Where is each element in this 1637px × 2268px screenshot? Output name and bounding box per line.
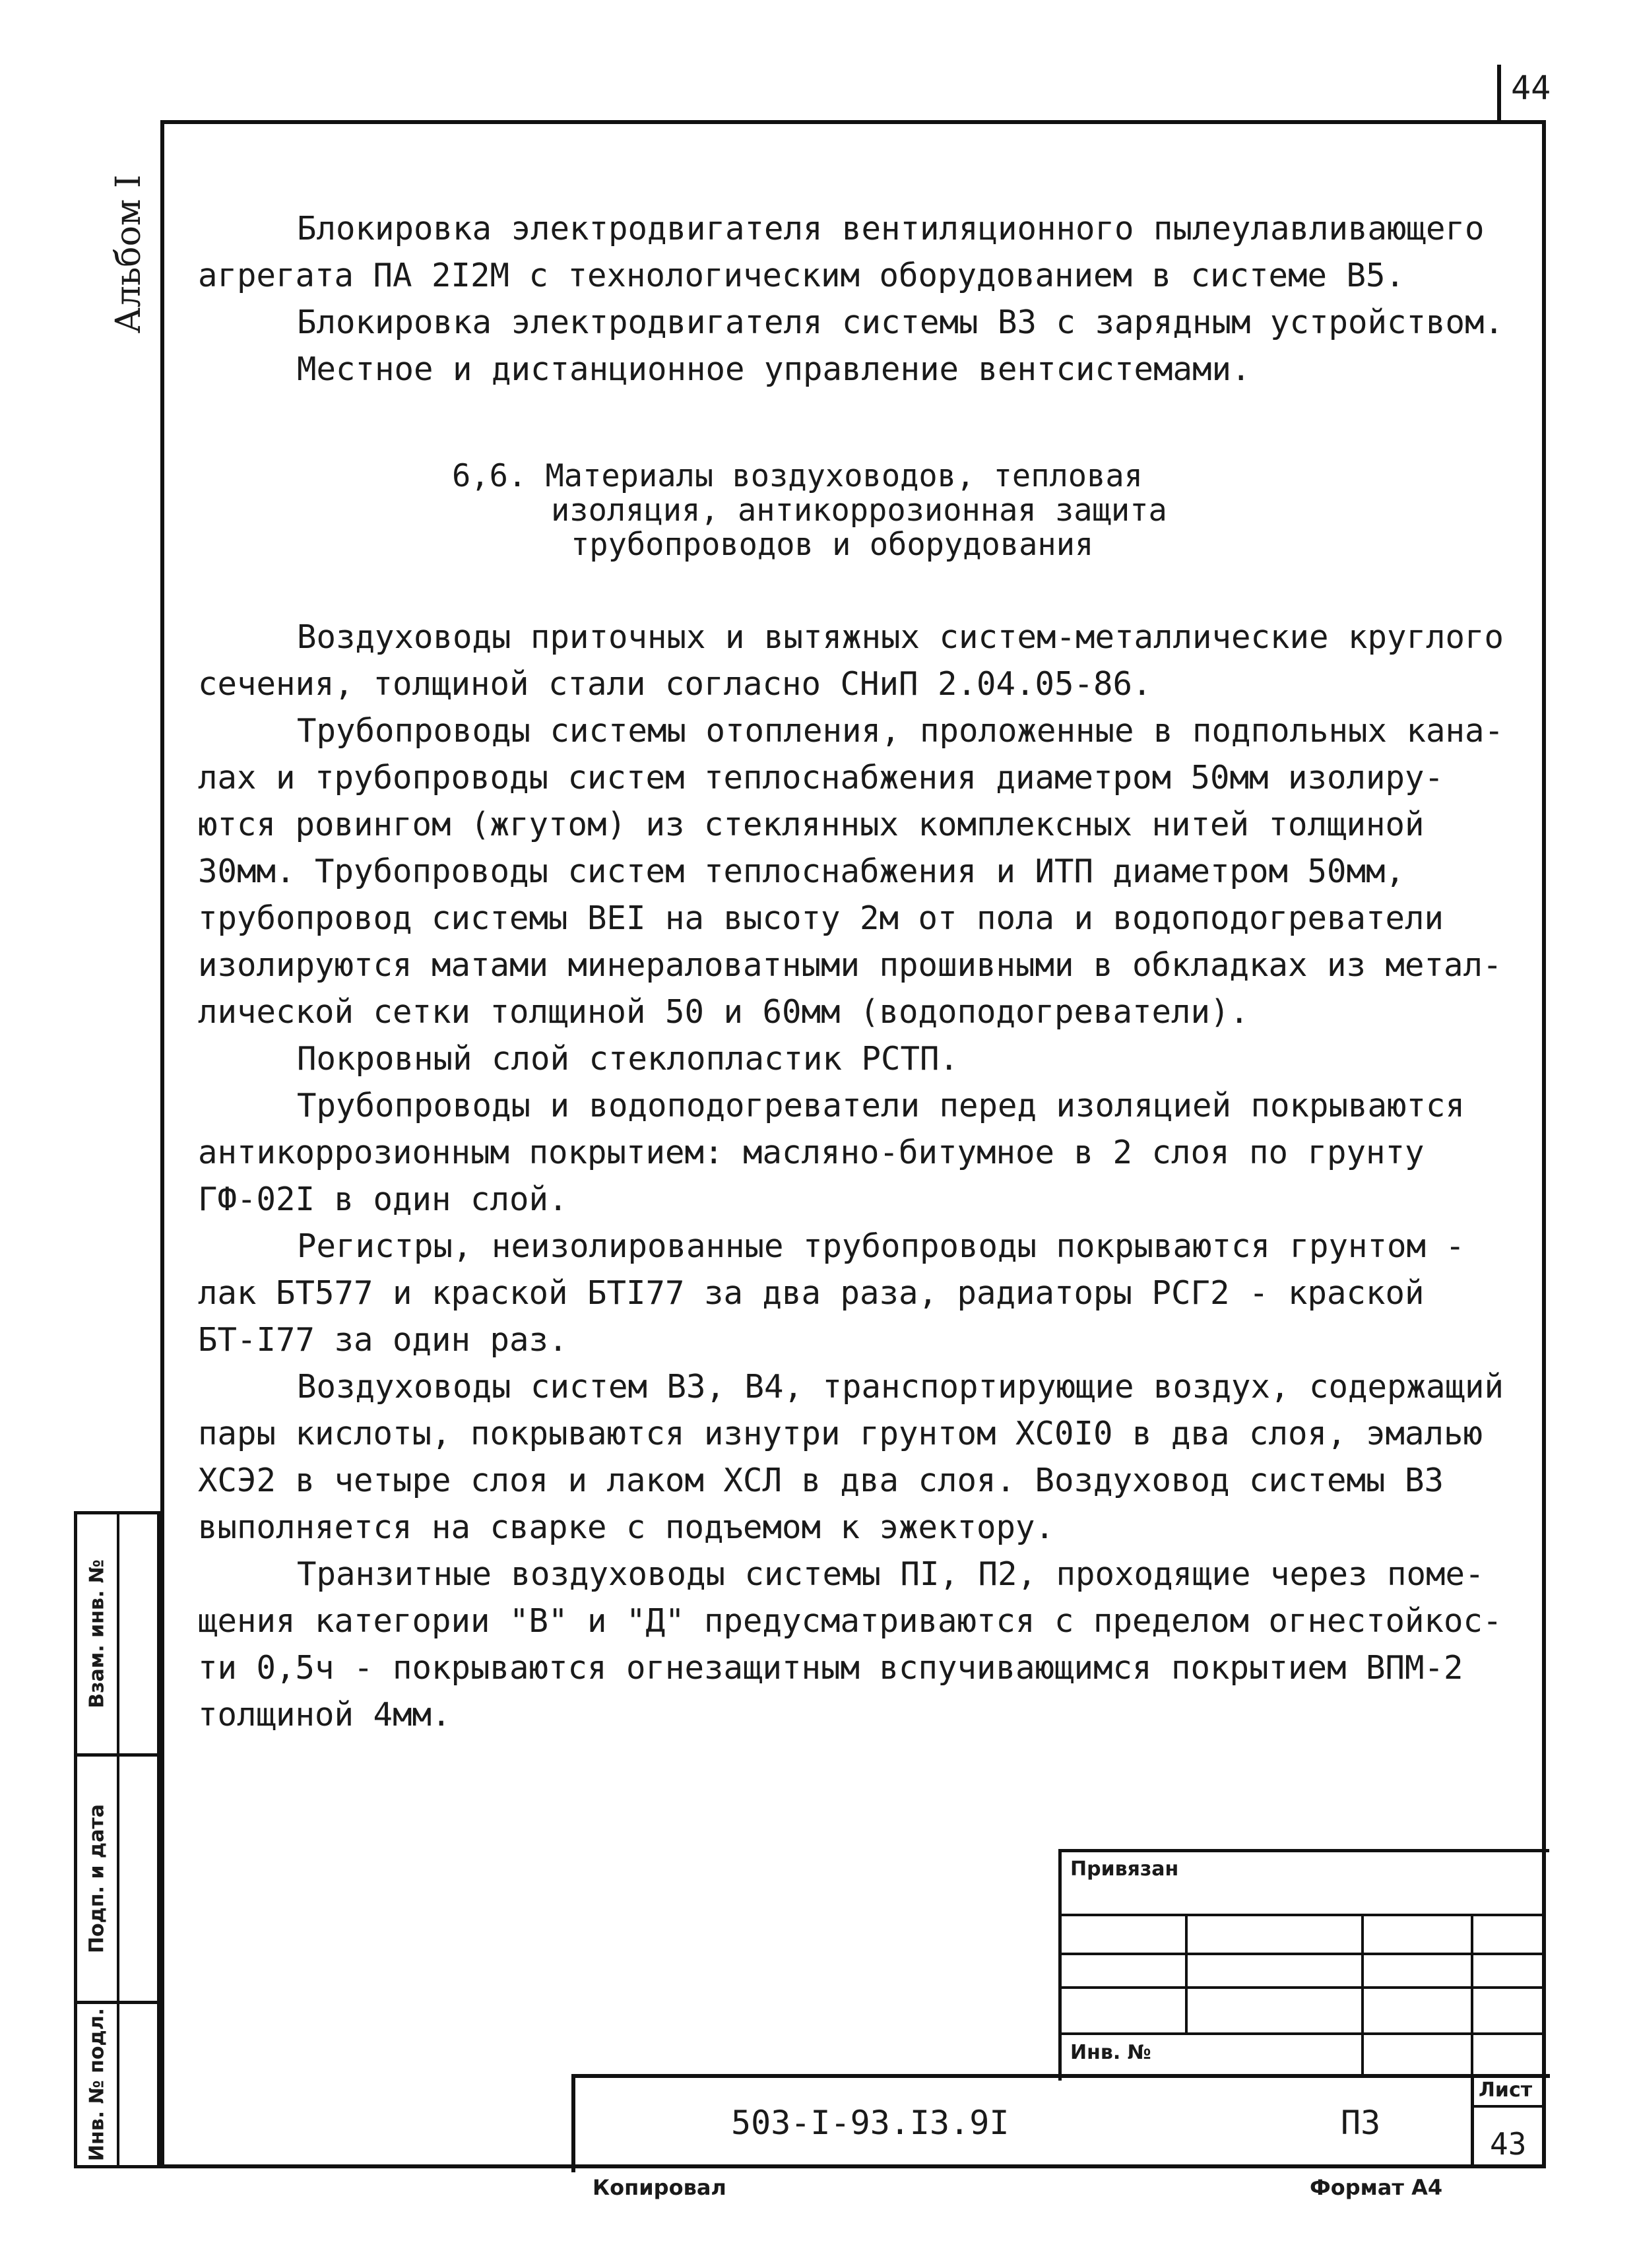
text-line: ются ровингом (жгутом) из стеклянных комплексных нитей толщиной	[198, 806, 1425, 843]
text-line: Блокировка электродвигателя вентиляционного пылеулавливающего	[297, 210, 1485, 247]
page-number-divider	[1497, 65, 1501, 124]
stamp-inv-podl-label: Инв. № подл.	[85, 2007, 109, 2162]
text-line: лах и трубопроводы систем теплоснабжения диаметром 50мм изолиру-	[198, 759, 1444, 796]
sheet-number: 43	[1490, 2126, 1527, 2162]
text-line: 30мм. Трубопроводы систем теплоснабжения и ИТП диаметром 50мм,	[198, 853, 1405, 890]
format-label: Формат А4	[1310, 2175, 1443, 2200]
grid-line	[1471, 2074, 1474, 2168]
sheet-label: Лист	[1479, 2079, 1533, 2102]
stamp-vzam-inv	[74, 1511, 160, 1757]
document-code: 503-I-93.I3.9I	[731, 2104, 1010, 2142]
text-line: сечения, толщиной стали согласно СНиП 2.04.05-86.	[198, 665, 1152, 703]
heading-line: 6,6. Материалы воздуховодов, тепловая	[452, 458, 1143, 494]
stamp-podp-data	[74, 1753, 160, 2004]
text-line: Трубопроводы системы отопления, проложенные в подпольных кана-	[297, 712, 1504, 750]
inv-no-label: Инв. №	[1070, 2041, 1151, 2064]
text-line: ти 0,5ч - покрываются огнезащитным вспучивающимся покрытием ВПМ-2	[198, 1649, 1463, 1687]
text-line: изолируются матами минераловатными прошивными в обкладках из метал-	[198, 946, 1502, 984]
text-line: выполняется на сварке с подъемом к эжектору.	[198, 1508, 1055, 1546]
body-text	[198, 614, 1518, 1738]
text-line: Блокировка электродвигателя системы В3 с зарядным устройством.	[297, 304, 1504, 341]
stamp-vzam-inv-label: Взам. инв. №	[85, 1559, 109, 1708]
text-line: ХСЭ2 в четыре слоя и лаком ХСЛ в два слоя. Воздуховод системы В3	[198, 1462, 1444, 1499]
section-heading	[198, 459, 1386, 562]
text-line: Транзитные воздуховоды системы ПI, П2, проходящие через поме-	[297, 1555, 1485, 1593]
grid-line	[1361, 1914, 1364, 2077]
text-line: пары кислоты, покрываются изнутри грунтом ХС0I0 в два слоя, эмалью	[198, 1415, 1483, 1452]
text-line: БТ-I77 за один раз.	[198, 1321, 568, 1359]
text-line: Регистры, неизолированные трубопроводы покрываются грунтом -	[297, 1227, 1465, 1265]
main-stamp	[571, 2074, 1550, 2172]
copied-label: Копировал	[593, 2175, 726, 2200]
heading-line: изоляция, антикоррозионная защита	[551, 492, 1167, 529]
text-line: Воздуховоды систем В3, В4, транспортирующие воздух, содержащий	[297, 1368, 1504, 1406]
text-line: Воздуховоды приточных и вытяжных систем-металлические круглого	[297, 618, 1504, 656]
stamp-podp-data-label: Подп. и дата	[85, 1803, 109, 1954]
grid-line	[1471, 2105, 1546, 2108]
text-line: ГФ-02I в один слой.	[198, 1181, 568, 1218]
text-line: трубопровод системы ВЕI на высоту 2м от пола и водоподогреватели	[198, 899, 1444, 937]
text-line: щения категории "В" и "Д" предусматриваются с пределом огнестойкос-	[198, 1602, 1502, 1640]
text-line: толщиной 4мм.	[198, 1696, 451, 1733]
text-line: Местное и дистанционное управление вентсистемами.	[297, 350, 1251, 388]
grid-line	[1471, 1914, 1473, 2077]
album-label-text: Альбом I	[109, 174, 148, 334]
text-line: лической сетки толщиной 50 и 60мм (водоподогреватели).	[198, 993, 1250, 1031]
text-line: лак БТ577 и краской БТI77 за два раза, радиаторы РСГ2 - краской	[198, 1274, 1425, 1312]
section-code: ПЗ	[1341, 2104, 1381, 2142]
intro-text	[198, 205, 1518, 393]
text-line: агрегата ПА 2I2М с технологическим оборудованием в системе В5.	[198, 257, 1405, 294]
album-label	[102, 165, 155, 343]
text-line: Трубопроводы и водоподогреватели перед изоляцией покрываются	[297, 1087, 1465, 1124]
privyazan-label: Привязан	[1070, 1858, 1179, 1881]
heading-line: трубопроводов и оборудования	[571, 527, 1094, 563]
text-line: антикоррозионным покрытием: масляно-битумное в 2 слоя по грунту	[198, 1134, 1425, 1171]
page-number-top: 44	[1511, 69, 1551, 107]
grid-line	[1185, 1914, 1188, 2032]
text-line: Покровный слой стеклопластик РСТП.	[297, 1040, 959, 1078]
stamp-inv-podl	[74, 2001, 160, 2168]
